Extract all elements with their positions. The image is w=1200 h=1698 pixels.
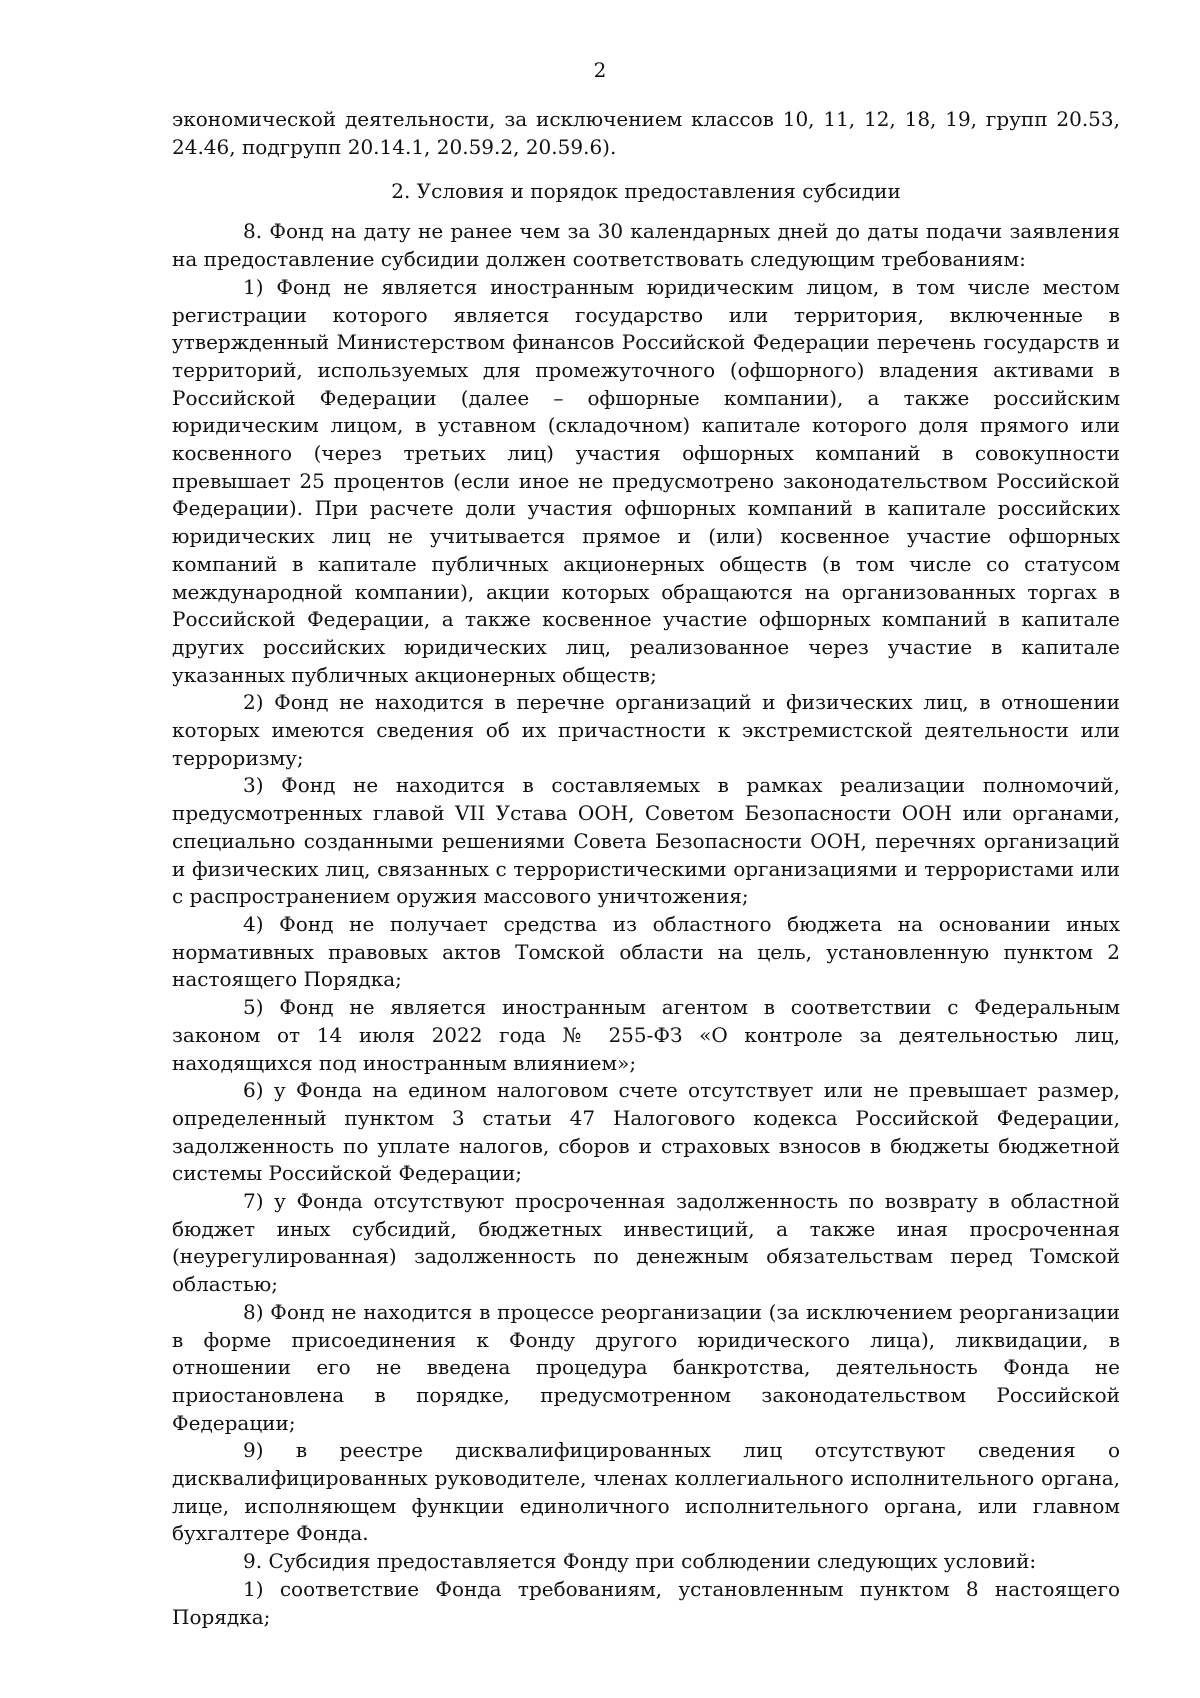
paragraph-clause-9: 9. Субсидия предоставляется Фонду при соблюдении следующих условий: xyxy=(243,1549,1037,1574)
paragraph-clause-9-item-1: 1) соответствие Фонда требованиям, установленным пунктом 8 настоящего Порядка; xyxy=(172,1576,1120,1629)
paragraph-clause-8-item-1: 1) Фонд не является иностранным юридическим лицом, в том числе местом регистрации которого является государство или территория, включенные в утвержденный Министерством финансов Российской Федерации перечень государств и территорий, используемых для промежуточного (офшорного) владения активами в Российской Федерации (далее – офшорные компании), а также российским юридическим лицом, в уставном (складочном) капитале которого доля прямого или косвенного (через третьих лиц) участия офшорных компаний в совокупности превышает 25 процентов (если иное не предусмотрено законодательством Российской Федерации). При расчете доли участия офшорных компаний в капитале российских юридических лиц не учитывается прямое и (или) косвенное участие офшорных компаний в капитале публичных акционерных обществ (в том числе со статусом международной компании), акции которых обращаются на организованных торгах в Российской Федерации, а также косвенное участие офшорных компаний в капитале других российских юридических лиц, реализованное через участие в капитале указанных публичных акционерных обществ; xyxy=(172,274,1120,687)
paragraph-clause-8-item-4: 4) Фонд не получает средства из областного бюджета на основании иных нормативных правовых актов Томской области на цель, установленную пунктом 2 настоящего Порядка; xyxy=(172,911,1120,992)
page-number: 2 xyxy=(593,58,607,82)
paragraph-clause-8-item-5: 5) Фонд не является иностранным агентом в соответствии с Федеральным законом от 14 июля 2022 года № 255-ФЗ «О контроле за деятельностью лиц, находящихся под иностранным влиянием»; xyxy=(172,995,1120,1075)
paragraph-continuation: экономической деятельности, за исключением классов 10, 11, 12, 18, 19, групп 20.53, 24.46, подгрупп 20.14.1, 20.59.2, 20.59.6). xyxy=(172,107,1120,159)
paragraph-clause-8-item-9: 9) в реестре дисквалифицированных лиц отсутствуют сведения о дисквалифицированных руководителе, членах коллегиального исполнительного органа, лице, исполняющем функции единоличного исполнительного органа, или главном бухгалтере Фонда. xyxy=(172,1438,1120,1546)
paragraph-clause-8-item-2: 2) Фонд не находится в перечне организаций и физических лиц, в отношении которых имеются сведения об их причастности к экстремистской деятельности или терроризму; xyxy=(172,690,1120,770)
paragraph-clause-8: 8. Фонд на дату не ранее чем за 30 календарных дней до даты подачи заявления на предоставление субсидии должен соответствовать следующим требованиям: xyxy=(172,219,1120,272)
paragraph-clause-8-item-7: 7) у Фонда отсутствуют просроченная задолженность по возврату в областной бюджет иных субсидий, бюджетных инвестиций, а также иная просроченная (неурегулированная) задолженность по денежным обязательствам перед Томской областью; xyxy=(172,1189,1120,1297)
paragraph-clause-8-item-3: 3) Фонд не находится в составляемых в рамках реализации полномочий, предусмотренных главой VII Устава ООН, Советом Безопасности ООН или органами, специально созданными решениями Совета Безопасности ООН, перечнях организаций и физических лиц, связанных с террористическими организациями и террористами или с распространением оружия массового уничтожения; xyxy=(172,773,1120,909)
document-body xyxy=(172,106,1120,1631)
paragraph-clause-8-item-8: 8) Фонд не находится в процессе реорганизации (за исключением реорганизации в форме присоединения к Фонду другого юридического лица), ликвидации, в отношении его не введена процедура банкротства, деятельность Фонда не приостановлена в порядке, предусмотренном законодательством Российской Федерации; xyxy=(172,1299,1120,1435)
paragraph-clause-8-item-6: 6) у Фонда на едином налоговом счете отсутствует или не превышает размер, определенный пунктом 3 статьи 47 Налогового кодекса Российской Федерации, задолженность по уплате налогов, сборов и страховых взносов в бюджеты бюджетной системы Российской Федерации; xyxy=(172,1078,1120,1186)
section-heading: 2. Условия и порядок предоставления субсидии xyxy=(391,179,901,204)
